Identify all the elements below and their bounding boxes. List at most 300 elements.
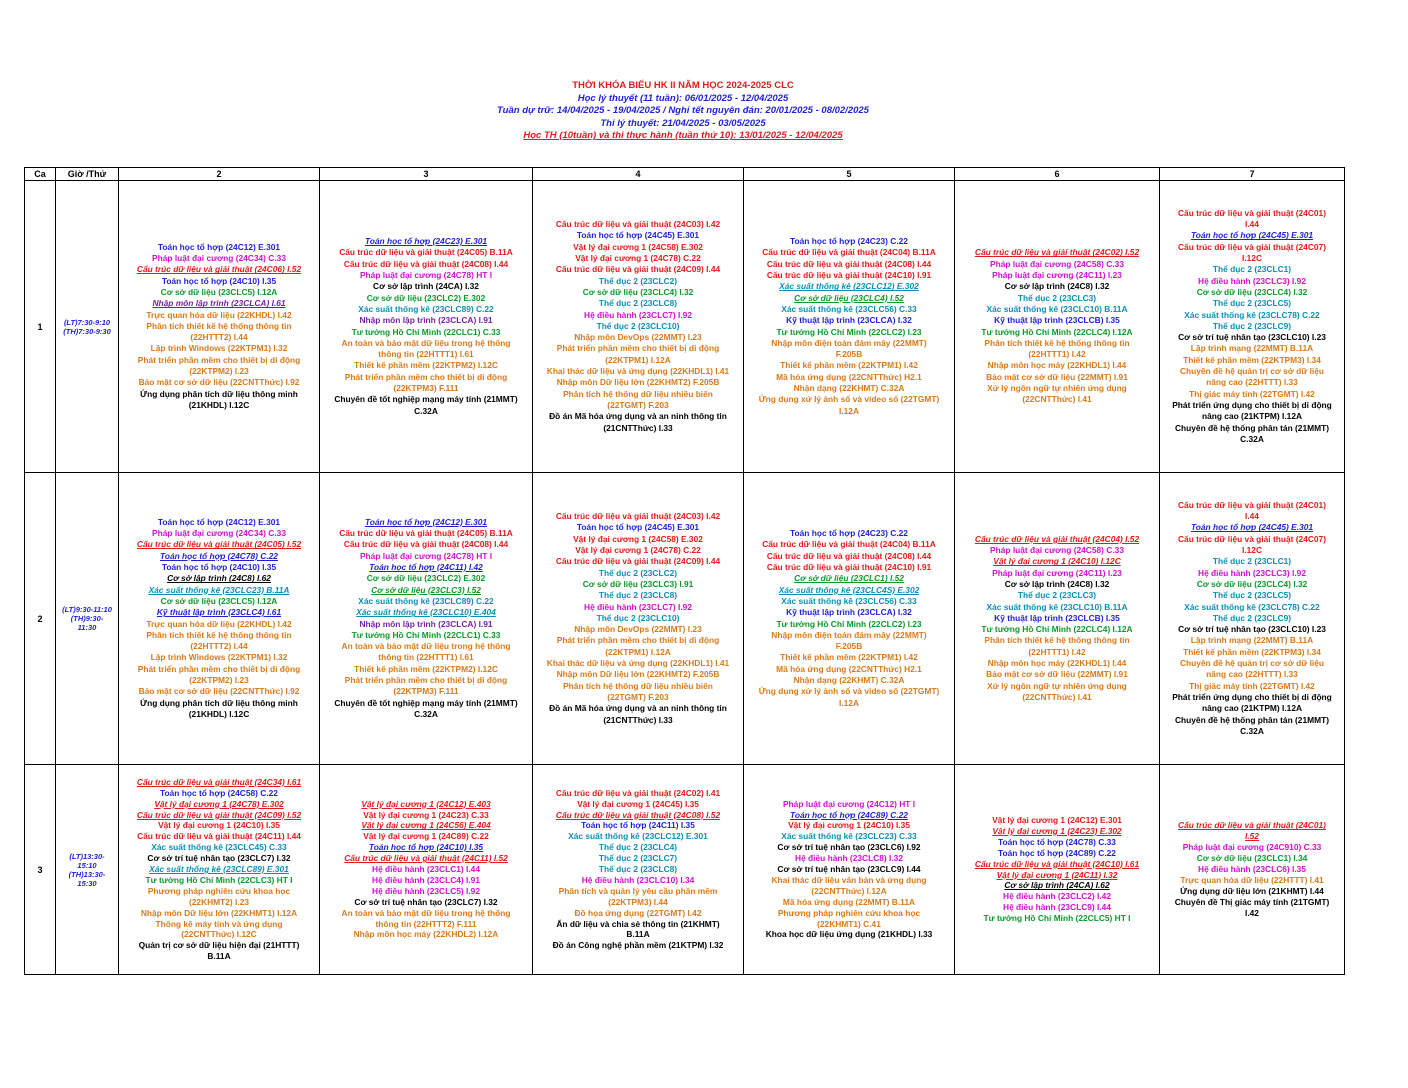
class-list <box>119 517 319 720</box>
class-entry: Nhận dạng (22KHMT) C.32A <box>793 674 905 685</box>
class-entry: Tư tưởng Hồ Chí Minh (22CLC2) I.23 <box>776 326 922 337</box>
class-entry: Cấu trúc dữ liệu và giải thuật (24C04) I.52 <box>974 533 1140 544</box>
class-entry: (22KHMT1) C.41 <box>817 918 881 929</box>
class-entry: Chuyên đề hệ thống phân tán (21MMT) <box>1174 714 1329 725</box>
class-entry: Nhập môn lập trình (23CLCA) I.91 <box>359 618 493 629</box>
class-entry: Cơ sở trí tuệ nhân tạo (23CLC9) I.44 <box>777 864 921 875</box>
class-entry: Thiết kế phần mềm (22KTPM3) I.34 <box>1183 646 1321 657</box>
class-entry: (22CNTThức) I.41 <box>1022 691 1092 702</box>
class-entry: Toán học tổ hợp (24C12) E.301 <box>364 516 488 527</box>
schedule-header <box>0 80 1366 143</box>
class-entry: Phương pháp nghiên cứu khoa học <box>777 907 921 918</box>
col-header-day-2: 2 <box>119 168 320 181</box>
class-entry: Trực quan hóa dữ liệu (22KHDL) I.42 <box>146 309 292 320</box>
col-header-ca: Ca <box>25 168 56 181</box>
class-entry: Cấu trúc dữ liệu và giải thuật (24C04) B.11A <box>762 539 936 550</box>
class-entry: Cấu trúc dữ liệu và giải thuật (24C02) I.41 <box>555 787 721 798</box>
class-entry: Nhập môn lập trình (23CLCA) I.61 <box>152 298 286 309</box>
practice-period: Học TH (10tuần) và thi thực hành (tuần thứ 10): 13/01/2025 - 12/04/2025 <box>523 130 843 142</box>
class-entry: Thiết kế phần mềm (22KTPM2) I.12C <box>354 663 498 674</box>
class-entry: nâng cao (22HTTT) I.33 <box>1206 377 1298 388</box>
class-entry: Thể dục 2 (23CLC4) <box>598 842 678 853</box>
class-entry: Thị giác máy tính (22TGMT) I.42 <box>1189 388 1315 399</box>
class-entry: Nhập môn Dữ liệu lớn (22KHMT2) F.205B <box>556 669 720 680</box>
timetable <box>24 167 1345 975</box>
class-entry: Cơ sở trí tuệ nhân tạo (23CLC7) I.32 <box>147 853 291 864</box>
class-list <box>320 799 532 941</box>
class-entry: Thống kê máy tính và ứng dụng <box>155 918 283 929</box>
class-entry: Khai thác dữ liệu và ứng dụng (22KHDL1) I.41 <box>546 366 730 377</box>
class-entry: Pháp luật đại cương (24C12) HT I <box>782 798 916 809</box>
class-entry: Chuyên đề hệ quản trị cơ sở dữ liệu <box>1179 366 1325 377</box>
class-entry: Pháp luật đại cương (24C58) C.33 <box>990 545 1124 556</box>
class-entry: Bảo mật cơ sở dữ liệu (22MMT) I.91 <box>986 669 1128 680</box>
class-entry: Cơ sở lập trình (24C8) I.62 <box>167 573 271 584</box>
class-entry: Toán học tổ hợp (24C23) E.301 <box>364 236 488 247</box>
class-entry: Toán học tổ hợp (24C89) C.22 <box>790 809 908 820</box>
class-entry: Cơ sở dữ liệu (23CLC1) I.52 <box>794 573 904 584</box>
class-entry: Thể dục 2 (23CLC3) <box>1017 590 1097 601</box>
class-entry: Cấu trúc dữ liệu và giải thuật (24C10) I.91 <box>766 270 932 281</box>
class-entry: Khai thác dữ liệu và ứng dụng (22KHDL1) I.41 <box>546 658 730 669</box>
class-entry: Vật lý đại cương 1 (24C23) C.33 <box>363 809 489 820</box>
class-entry: Cơ sở dữ liệu (23CLC4) I.32 <box>582 286 694 297</box>
day-cell <box>744 181 955 473</box>
class-list <box>533 511 743 726</box>
class-entry: Tư tưởng Hồ Chí Minh (22CLC3) HT I <box>145 874 293 885</box>
session-time-line: (TH)13:30- <box>68 869 106 879</box>
class-entry: Thể dục 2 (23CLC5) <box>1212 298 1292 309</box>
class-entry: Kỹ thuật lập trình (23CLCB) I.35 <box>994 315 1120 326</box>
class-entry: (22HTTT2) I.44 <box>190 641 248 652</box>
col-header-day-4: 4 <box>533 168 744 181</box>
class-entry: Vật lý đại cương 1 (24C45) I.35 <box>577 798 699 809</box>
class-entry: Ứng dụng xử lý ảnh số và video số (22TGMT) <box>758 394 940 405</box>
class-entry: Phân tích thiết kế hệ thống thông tin <box>984 635 1130 646</box>
class-entry: Xác suất thống kê (23CLC12) E.301 <box>568 831 708 842</box>
class-entry: Trực quan hóa dữ liệu (22HTTT) I.41 <box>1180 874 1324 885</box>
class-entry: (22HTTT1) I.42 <box>1028 349 1086 360</box>
class-entry: Cấu trúc dữ liệu và giải thuật (24C09) I.44 <box>555 264 721 275</box>
class-entry: Nhập môn DevOps (22MMT) I.23 <box>574 624 702 635</box>
class-entry: Tư tưởng Hồ Chí Minh (22CLC4) I.12A <box>981 624 1133 635</box>
class-entry: Cấu trúc dữ liệu và giải thuật (24C34) I.61 <box>136 776 302 787</box>
class-entry: Kỹ thuật lập trình (23CLCA) I.32 <box>786 315 912 326</box>
day-cell <box>119 473 320 765</box>
class-entry: Toán học tổ hợp (24C10) I.35 <box>368 842 484 853</box>
class-entry: Thể dục 2 (23CLC8) <box>598 298 678 309</box>
class-entry: Bảo mật cơ sở dữ liệu (22MMT) I.91 <box>986 371 1128 382</box>
class-entry: Xác suất thống kê (23CLC45) C.33 <box>151 842 287 853</box>
day-cell <box>744 473 955 765</box>
class-entry: Hệ điều hành (23CLC4) I.91 <box>372 874 480 885</box>
class-entry: Phát triển phần mềm cho thiết bị di động <box>137 663 301 674</box>
class-entry: Hệ điều hành (23CLC6) I.35 <box>1198 864 1306 875</box>
class-entry: nâng cao (21KTPM) I.12A <box>1201 411 1303 422</box>
class-entry: Mã hóa ứng dụng (22MMT) B.11A <box>782 896 916 907</box>
class-entry: Xác suất thống kê (23CLC56) C.33 <box>781 303 917 314</box>
col-header-day-3: 3 <box>320 168 533 181</box>
session-row <box>25 181 1345 473</box>
class-entry: Kỹ thuật lập trình (23CLC4) I.61 <box>156 607 282 618</box>
session-time <box>56 473 119 765</box>
class-entry: Xác suất thống kê (23CLC89) E.301 <box>149 864 289 875</box>
class-entry: Cơ sở lập trình (24C8) I.32 <box>1004 281 1110 292</box>
class-entry: Toán học tổ hợp (24C12) E.301 <box>157 516 281 527</box>
day-cell <box>320 181 533 473</box>
day-cell <box>533 473 744 765</box>
class-entry: Kỹ thuật lập trình (23CLCB) I.35 <box>994 612 1120 623</box>
class-entry: Toán học tổ hợp (24C45) E.301 <box>1190 522 1314 533</box>
class-entry: Xác suất thống kê (23CLC78) C.22 <box>1184 309 1320 320</box>
class-entry: Cơ sở trí tuệ nhân tạo (23CLC10) I.23 <box>1178 624 1326 635</box>
class-list <box>533 788 743 952</box>
class-entry: Cơ sở dữ liệu (23CLC4) I.32 <box>1196 286 1308 297</box>
class-list <box>119 777 319 962</box>
theory-exam-period: Thi lý thuyết: 21/04/2025 - 03/05/2025 <box>600 117 766 129</box>
class-entry: Toán học tổ hợp (24C10) I.35 <box>161 562 277 573</box>
class-list <box>955 815 1159 924</box>
class-entry: Mã hóa ứng dụng (22CNTThức) H2.1 <box>776 663 922 674</box>
class-entry: Cơ sở lập trình (24C8) I.32 <box>1004 578 1110 589</box>
class-entry: Phát triển phần mềm cho thiết bị di động <box>344 371 508 382</box>
class-entry: Vật lý đại cương 1 (24C23) E.302 <box>992 825 1122 836</box>
session-time-line: (TH)7:30-9:30 <box>63 326 111 336</box>
class-entry: Pháp luật đại cương (24C78) HT I <box>359 550 493 561</box>
class-entry: Vật lý đại cương 1 (24C11) I.32 <box>996 869 1118 880</box>
class-entry: Cấu trúc dữ liệu và giải thuật (24C08) I.44 <box>343 258 509 269</box>
class-entry: Toán học tổ hợp (24C12) E.301 <box>157 241 281 252</box>
class-entry: Chuyên đề tốt nghiệp mạng máy tính (21MMT) <box>334 697 518 708</box>
class-entry: Nhận dạng (22KHMT) C.32A <box>793 382 905 393</box>
class-entry: (22CNTThức) I.12A <box>811 885 887 896</box>
session-time-line: (LT)7:30-9:10 <box>63 317 111 327</box>
class-entry: An toàn và bảo mật dữ liệu trong hệ thống <box>341 907 511 918</box>
class-entry: An toàn và bảo mật dữ liệu trong hệ thống <box>341 641 511 652</box>
session-time-line: (TH)9:30- <box>70 614 104 623</box>
class-entry: (22KTPM3) F.111 <box>393 686 459 697</box>
class-entry: Nhập môn DevOps (22MMT) I.23 <box>574 332 702 343</box>
class-entry: Nhập môn học máy (22KHDL1) I.44 <box>987 360 1127 371</box>
class-entry: Cơ sở trí tuệ nhân tạo (23CLC10) I.23 <box>1178 332 1326 343</box>
session-time-line: 15:10 <box>77 860 97 870</box>
session-number: 1 <box>25 181 56 473</box>
class-entry: I.12A <box>838 697 860 708</box>
class-entry: Toán học tổ hợp (24C89) C.22 <box>998 847 1116 858</box>
class-entry: Hệ điều hành (23CLC3) I.92 <box>1198 567 1306 578</box>
class-entry: I.44 <box>1245 511 1259 522</box>
class-entry: Nhập môn Dữ liệu lớn (22KHMT1) I.12A <box>140 907 298 918</box>
class-entry: C.32A <box>1240 725 1264 736</box>
class-entry: Ứng dụng dữ liệu lớn (21KHMT) I.44 <box>1180 885 1324 896</box>
class-entry: F.205B <box>835 641 863 652</box>
class-entry: (22KTPM3) F.111 <box>393 382 459 393</box>
header-row <box>25 168 1345 181</box>
class-entry: Thiết kế phần mềm (22KTPM3) I.34 <box>1183 354 1321 365</box>
class-entry: Nhập môn học máy (22KHDL1) I.44 <box>987 658 1127 669</box>
class-entry: Cơ sở dữ liệu (23CLC3) I.52 <box>371 584 481 595</box>
schedule-title: THỜI KHÓA BIỂU HK II NĂM HỌC 2024-2025 CLC <box>572 80 794 91</box>
class-entry: I.42 <box>1245 907 1259 918</box>
class-entry: Xác suất thống kê (23CLC4S) E.302 <box>778 584 920 595</box>
class-entry: nâng cao (22HTTT) I.33 <box>1206 669 1298 680</box>
day-cell <box>1160 181 1345 473</box>
class-entry: Ẩn dữ liệu và chia sẻ thông tin (21KHMT) <box>556 918 720 929</box>
class-entry: (22HTTT2) I.44 <box>190 332 248 343</box>
class-entry: Xác suất thống kê (23CLC89) C.22 <box>358 595 494 606</box>
class-entry: Toán học tổ hợp (24C11) I.42 <box>369 562 483 573</box>
class-entry: Cấu trúc dữ liệu và giải thuật (24C10) I.91 <box>766 562 932 573</box>
class-entry: Hệ điều hành (23CLC7) I.92 <box>584 309 692 320</box>
class-list <box>320 236 532 417</box>
class-list <box>955 247 1159 405</box>
class-entry: Tư tưởng Hồ Chí Minh (22CLC1) C.33 <box>351 326 501 337</box>
class-entry: Hệ điều hành (23CLC2) I.42 <box>1003 891 1111 902</box>
class-entry: Phân tích và quản lý yêu cầu phần mềm <box>558 885 718 896</box>
class-entry: Tư tưởng Hồ Chí Minh (22CLC5) HT I <box>983 913 1131 924</box>
class-entry: I.12C <box>1241 545 1263 556</box>
class-entry: Thể dục 2 (23CLC10) <box>596 612 680 623</box>
class-entry: Ứng dụng phân tích dữ liệu thông minh <box>140 697 298 708</box>
class-entry: Pháp luật đại cương (24C11) I.23 <box>992 567 1122 578</box>
session-number: 3 <box>25 765 56 975</box>
class-entry: Chuyên đề Thị giác máy tính (21TGMT) <box>1174 896 1330 907</box>
class-entry: Bảo mật cơ sở dữ liệu (22CNTThức) I.92 <box>138 686 300 697</box>
class-entry: Cấu trúc dữ liệu và giải thuật (24C05) I.52 <box>136 539 302 550</box>
class-entry: Nhập môn lập trình (23CLCA) I.91 <box>359 315 493 326</box>
class-entry: Cơ sở dữ liệu (23CLC5) I.12A <box>160 286 278 297</box>
class-entry: (22HTTT1) I.42 <box>1028 646 1086 657</box>
class-entry: Cấu trúc dữ liệu và giải thuật (24C08) I.52 <box>555 809 721 820</box>
class-entry: Chuyên đề hệ quản trị cơ sở dữ liệu <box>1179 658 1325 669</box>
class-entry: Phân tích thiết kế hệ thống thông tin <box>146 320 292 331</box>
day-cell <box>320 473 533 765</box>
class-entry: Cấu trúc dữ liệu và giải thuật (24C02) I.52 <box>974 247 1140 258</box>
class-entry: Cấu trúc dữ liệu và giải thuật (24C01) <box>1178 820 1326 831</box>
class-entry: Vật lý đại cương 1 (24C58) E.302 <box>573 241 703 252</box>
class-entry: Lập trình mạng (22MMT) B.11A <box>1190 635 1314 646</box>
class-entry: Cơ sở lập trình (24CA) I.62 <box>1004 880 1110 891</box>
class-entry: Cấu trúc dữ liệu và giải thuật (24C11) I.44 <box>137 831 301 842</box>
class-entry: thông tin (22HTTT1) I.61 <box>378 349 474 360</box>
class-entry: (22CNTThức) I.12C <box>181 929 257 940</box>
class-entry: Đồ họa ứng dụng (22TGMT) I.42 <box>574 907 702 918</box>
class-entry: Đồ án Công nghệ phần mềm (21KTPM) I.32 <box>552 940 724 951</box>
class-entry: (21CNTThức) I.33 <box>603 422 673 433</box>
class-entry: F.205B <box>835 349 863 360</box>
timetable-body <box>25 181 1345 975</box>
class-entry: Thể dục 2 (23CLC1) <box>1212 264 1292 275</box>
class-entry: Toán học tổ hợp (24C45) E.301 <box>576 522 700 533</box>
class-entry: Xác suất thống kê (23CLC78) C.22 <box>1184 601 1320 612</box>
session-time-line: 11:30 <box>77 623 97 632</box>
class-entry: Quản trị cơ sở dữ liệu hiện đại (21HTTT) <box>138 940 300 951</box>
class-entry: Cấu trúc dữ liệu và giải thuật (24C09) I.52 <box>136 809 302 820</box>
class-entry: Hệ điều hành (23CLC5) I.92 <box>372 885 480 896</box>
class-entry: Cấu trúc dữ liệu và giải thuật (24C07) <box>1177 533 1326 544</box>
class-entry: Cấu trúc dữ liệu và giải thuật (24C08) I.44 <box>343 539 509 550</box>
class-entry: (21CNTThức) I.33 <box>603 714 673 725</box>
class-entry: Thể dục 2 (23CLC9) <box>1212 612 1292 623</box>
class-entry: B.11A <box>207 951 231 962</box>
col-header-time: Giờ /Thứ <box>56 168 119 181</box>
day-cell <box>1160 765 1345 975</box>
class-list <box>1160 820 1344 918</box>
class-entry: Xác suất thống kê (23CLC56) C.33 <box>781 595 917 606</box>
class-entry: Phát triển phần mềm cho thiết bị di động <box>556 635 720 646</box>
class-entry: Vật lý đại cương 1 (24C12) E.301 <box>992 814 1122 825</box>
class-entry: Phân tích hệ thống dữ liệu nhiều biến <box>563 680 713 691</box>
class-entry: (22KTPM1) I.12A <box>605 354 671 365</box>
class-entry: thông tin (22HTTT2) F.111 <box>375 918 477 929</box>
class-entry: Lập trình Windows (22KTPM1) I.32 <box>150 652 288 663</box>
class-entry: (22KHMT2) I.23 <box>188 896 250 907</box>
class-entry: Cấu trúc dữ liệu và giải thuật (24C01) <box>1177 499 1326 510</box>
class-entry: Cấu trúc dữ liệu và giải thuật (24C07) <box>1177 241 1326 252</box>
class-entry: Cơ sở dữ liệu (23CLC4) I.52 <box>794 292 904 303</box>
class-entry: Lập trình mạng (22MMT) B.11A <box>1190 343 1314 354</box>
class-entry: (21KHDL) I.12C <box>188 399 250 410</box>
class-entry: Thiết kế phần mềm (22KTPM1) I.42 <box>780 360 918 371</box>
class-entry: Thị giác máy tính (22TGMT) I.42 <box>1189 680 1315 691</box>
class-entry: Tư tưởng Hồ Chí Minh (22CLC4) I.12A <box>981 326 1133 337</box>
class-entry: Cơ sở dữ liệu (23CLC4) I.32 <box>1196 578 1308 589</box>
class-entry: Cấu trúc dữ liệu và giải thuật (24C04) B.11A <box>762 247 936 258</box>
class-entry: C.32A <box>414 405 438 416</box>
class-entry: Kỹ thuật lập trình (23CLCA) I.32 <box>786 607 912 618</box>
class-entry: An toàn và bảo mật dữ liệu trong hệ thống <box>341 337 511 348</box>
class-entry: nâng cao (21KTPM) I.12A <box>1201 703 1303 714</box>
class-entry: Hệ điều hành (23CLC9) I.44 <box>1003 902 1111 913</box>
class-entry: Phân tích thiết kế hệ thống thông tin <box>984 337 1130 348</box>
day-cell <box>955 473 1160 765</box>
day-cell <box>320 765 533 975</box>
class-list <box>955 534 1159 703</box>
class-entry: Phân tích thiết kế hệ thống thông tin <box>146 629 292 640</box>
class-entry: Vật lý đại cương 1 (24C10) I.35 <box>158 820 280 831</box>
class-entry: Ứng dụng xử lý ảnh số và video số (22TGMT) <box>758 686 940 697</box>
class-entry: thông tin (22HTTT1) I.61 <box>378 652 474 663</box>
session-time-line: (LT)13:30- <box>69 851 105 861</box>
class-entry: Thể dục 2 (23CLC5) <box>1212 590 1292 601</box>
theory-period: Học lý thuyết (11 tuần): 06/01/2025 - 12/04/2025 <box>577 92 789 104</box>
class-entry: Pháp luật đại cương (24C34) C.33 <box>152 528 286 539</box>
class-entry: Ứng dụng phân tích dữ liệu thông minh <box>140 388 298 399</box>
class-entry: Thể dục 2 (23CLC3) <box>1017 292 1097 303</box>
class-entry: Hệ điều hành (23CLC8) I.32 <box>795 853 903 864</box>
class-entry: Toán học tổ hợp (24C11) I.35 <box>581 820 695 831</box>
class-entry: Cơ sở dữ liệu (23CLC2) E.302 <box>366 573 486 584</box>
day-cell <box>744 765 955 975</box>
class-entry: Toán học tổ hợp (24C10) I.35 <box>161 275 277 286</box>
class-entry: Toán học tổ hợp (24C45) E.301 <box>576 230 700 241</box>
class-entry: Cơ sở trí tuệ nhân tạo (23CLC7) I.32 <box>354 896 498 907</box>
class-entry: Xác suất thống kê (23CLC10) B.11A <box>986 601 1128 612</box>
class-entry: Cơ sở dữ liệu (23CLC2) E.302 <box>366 292 486 303</box>
class-entry: Khoa học dữ liệu ứng dụng (21KHDL) I.33 <box>765 929 933 940</box>
session-number: 2 <box>25 473 56 765</box>
class-list <box>119 242 319 411</box>
class-entry: (22TGMT) F.203 <box>607 691 669 702</box>
class-entry: Hệ điều hành (23CLC3) I.92 <box>1198 275 1306 286</box>
class-entry: Cơ sở lập trình (24CA) I.32 <box>373 281 479 292</box>
class-entry: I.52 <box>1245 831 1259 842</box>
class-entry: Thiết kế phần mềm (22KTPM2) I.12C <box>354 360 498 371</box>
class-entry: Cơ sở dữ liệu (23CLC1) I.34 <box>1196 853 1308 864</box>
class-entry: Pháp luật đại cương (24C910) C.33 <box>1182 842 1322 853</box>
class-entry: Xác suất thống kê (23CLC12) E.302 <box>779 281 919 292</box>
class-entry: Xác suất thống kê (23CLC10) E.404 <box>356 607 496 618</box>
class-entry: Chuyên đề hệ thống phân tán (21MMT) <box>1174 422 1329 433</box>
class-list <box>744 236 954 417</box>
class-entry: Thể dục 2 (23CLC8) <box>598 864 678 875</box>
class-list <box>533 219 743 434</box>
class-entry: Thiết kế phần mềm (22KTPM1) I.42 <box>780 652 918 663</box>
class-entry: Đồ án Mã hóa ứng dụng và an ninh thông tin <box>549 703 727 714</box>
col-header-day-7: 7 <box>1160 168 1345 181</box>
class-entry: Vật lý đại cương 1 (24C10) I.12C <box>993 556 1121 567</box>
class-entry: Toán học tổ hợp (24C78) C.33 <box>998 836 1116 847</box>
class-entry: Cơ sở dữ liệu (23CLC3) I.91 <box>582 578 694 589</box>
class-entry: Thể dục 2 (23CLC2) <box>598 567 678 578</box>
class-entry: Pháp luật đại cương (24C34) C.33 <box>152 253 286 264</box>
class-entry: Pháp luật đại cương (24C58) C.33 <box>990 258 1124 269</box>
class-entry: (22KTPM3) I.44 <box>608 896 668 907</box>
class-entry: Mã hóa ứng dụng (22CNTThức) H2.1 <box>776 371 922 382</box>
class-entry: Hệ điều hành (23CLC7) I.92 <box>584 601 692 612</box>
class-entry: Toán học tổ hợp (24C58) C.22 <box>160 787 278 798</box>
class-entry: Phương pháp nghiên cứu khoa học <box>147 885 291 896</box>
day-cell <box>533 181 744 473</box>
class-entry: Phát triển phần mềm cho thiết bị di động <box>344 674 508 685</box>
class-entry: Cấu trúc dữ liệu và giải thuật (24C03) I.42 <box>555 511 721 522</box>
class-entry: Toán học tổ hợp (24C23) C.22 <box>790 528 908 539</box>
class-entry: Cấu trúc dữ liệu và giải thuật (24C09) I.44 <box>555 556 721 567</box>
class-entry: (22CNTThức) I.41 <box>1022 394 1092 405</box>
class-entry: Xác suất thống kê (23CLC23) B.11A <box>148 584 290 595</box>
class-list <box>1160 500 1344 737</box>
class-entry: Thể dục 2 (23CLC1) <box>1212 556 1292 567</box>
reserve-week-note: Tuần dự trữ: 14/04/2025 - 19/04/2025 / Nghỉ tết nguyên đán: 20/01/2025 - 08/02/2025 <box>497 105 869 117</box>
class-entry: Tư tưởng Hồ Chí Minh (22CLC2) I.23 <box>776 618 922 629</box>
session-row <box>25 765 1345 975</box>
class-entry: Vật lý đại cương 1 (24C12) E.403 <box>361 798 491 809</box>
class-entry: Toán học tổ hợp (24C23) C.22 <box>790 236 908 247</box>
session-time <box>56 765 119 975</box>
class-entry: Cấu trúc dữ liệu và giải thuật (24C03) I.42 <box>555 219 721 230</box>
class-entry: Vật lý đại cương 1 (24C89) C.22 <box>363 831 489 842</box>
class-entry: Nhập môn Dữ liệu lớn (22KHMT2) F.205B <box>556 377 720 388</box>
class-entry: Phát triển ứng dụng cho thiết bị di động <box>1172 691 1332 702</box>
class-entry: Nhập môn học máy (22KHDL2) I.12A <box>353 929 499 940</box>
class-entry: Đồ án Mã hóa ứng dụng và an ninh thông tin <box>549 411 727 422</box>
session-time-line: (LT)9:30-11:10 <box>62 605 112 614</box>
class-entry: Thể dục 2 (23CLC8) <box>598 590 678 601</box>
class-entry: Pháp luật đại cương (24C78) HT I <box>359 270 493 281</box>
day-cell <box>119 181 320 473</box>
class-entry: Vật lý đại cương 1 (24C56) E.404 <box>361 820 491 831</box>
session-row <box>25 473 1345 765</box>
class-entry: Phát triển ứng dụng cho thiết bị di động <box>1172 399 1332 410</box>
class-entry: Nhập môn điện toán đám mây (22MMT) <box>771 629 927 640</box>
class-entry: Thể dục 2 (23CLC10) <box>596 320 680 331</box>
class-entry: Vật lý đại cương 1 (24C10) I.35 <box>788 820 910 831</box>
class-list <box>744 799 954 941</box>
class-entry: I.12A <box>838 405 860 416</box>
class-list <box>744 528 954 709</box>
class-entry: I.44 <box>1245 219 1259 230</box>
class-list <box>1160 208 1344 445</box>
